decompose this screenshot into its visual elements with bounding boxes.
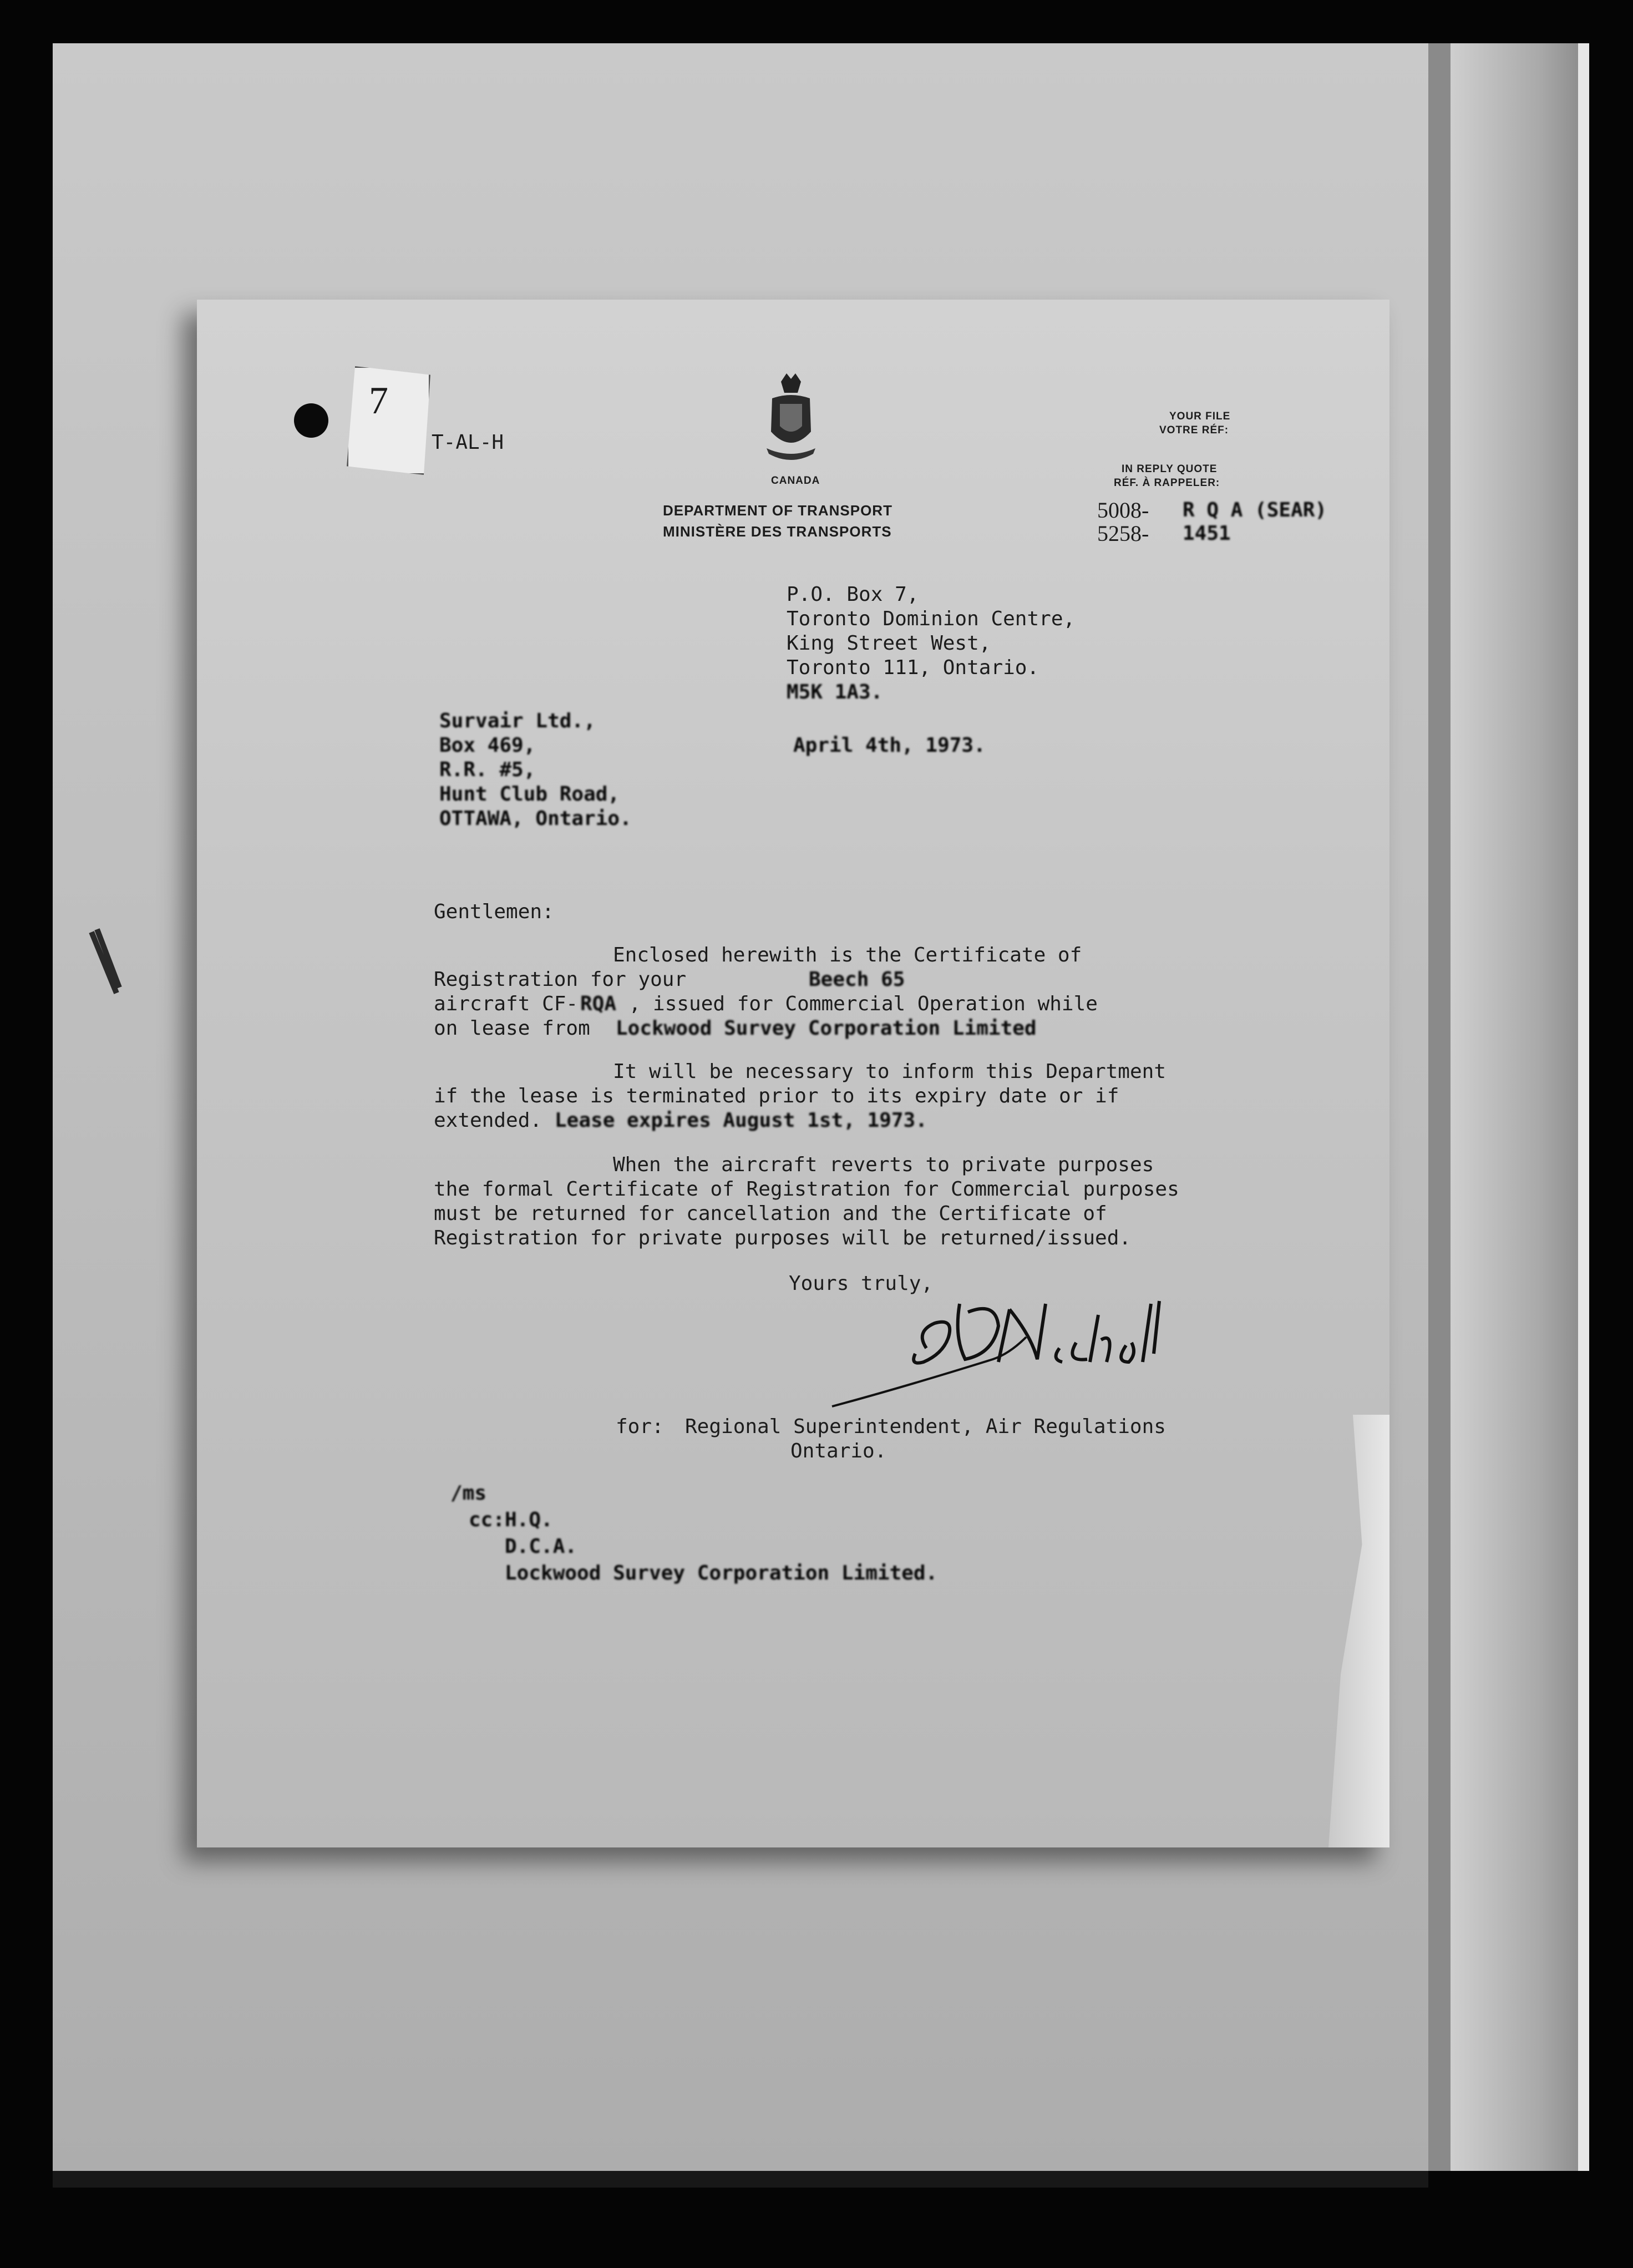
body-line: if the lease is terminated prior to its expiry date or if bbox=[434, 1085, 1119, 1107]
your-file-label-fr: VOTRE RÉF: bbox=[1159, 424, 1229, 436]
body-line: , issued for Commercial Operation while bbox=[617, 993, 1098, 1015]
signature-for-label: for: bbox=[616, 1415, 664, 1438]
body-line: on lease from bbox=[434, 1017, 590, 1040]
sender-address-line: Toronto Dominion Centre, bbox=[787, 608, 1076, 630]
recipient-line: R.R. #5, bbox=[439, 758, 536, 781]
department-name-fr: MINISTÈRE DES TRANSPORTS bbox=[663, 523, 892, 540]
closing: Yours truly, bbox=[789, 1272, 934, 1295]
sender-postal-code: M5K 1A3. bbox=[787, 681, 883, 703]
recipient-line: Survair Ltd., bbox=[439, 710, 596, 732]
your-file-label-en: YOUR FILE bbox=[1169, 411, 1231, 422]
reply-quote-label-fr: RÉF. À RAPPELER: bbox=[1114, 477, 1220, 489]
lessor-fill: Lockwood Survey Corporation Limited bbox=[616, 1017, 1037, 1040]
film-edge-strip bbox=[1451, 43, 1578, 2171]
signatory-region: Ontario. bbox=[790, 1440, 887, 1462]
sender-address-line: Toronto 111, Ontario. bbox=[787, 656, 1039, 679]
lease-expiry-fill: Lease expires August 1st, 1973. bbox=[555, 1109, 927, 1132]
department-name-en: DEPARTMENT OF TRANSPORT bbox=[663, 502, 892, 519]
body-line: must be returned for cancellation and the Certificate of bbox=[434, 1202, 1107, 1225]
crest-caption: CANADA bbox=[771, 475, 820, 487]
staple-tab bbox=[347, 366, 430, 475]
body-line: It will be necessary to inform this Department bbox=[613, 1060, 1166, 1083]
body-line: Registration for your bbox=[434, 968, 687, 991]
salutation: Gentlemen: bbox=[434, 900, 554, 923]
aircraft-type-fill: Beech 65 bbox=[809, 968, 905, 991]
recipient-line: OTTAWA, Ontario. bbox=[439, 807, 632, 830]
film-edge-light bbox=[1578, 43, 1589, 2171]
body-line: Enclosed herewith is the Certificate of bbox=[613, 944, 1082, 966]
reference-2-prefix: 5258- bbox=[1097, 521, 1149, 546]
sender-address-line: P.O. Box 7, bbox=[787, 583, 919, 606]
cc-recipient: H.Q. bbox=[505, 1508, 553, 1531]
recipient-line: Box 469, bbox=[439, 734, 536, 757]
film-smudge-mark bbox=[86, 927, 125, 999]
handwritten-signature bbox=[826, 1270, 1176, 1415]
film-edge-dark bbox=[1428, 43, 1451, 2171]
sender-address-line: King Street West, bbox=[787, 632, 991, 655]
typist-initials: /ms bbox=[450, 1482, 487, 1505]
cc-recipient: D.C.A. bbox=[505, 1535, 577, 1558]
body-line: Registration for private purposes will be returned/issued. bbox=[434, 1227, 1132, 1249]
body-line: aircraft CF- bbox=[434, 993, 579, 1015]
body-line: the formal Certificate of Registration for Commercial purposes bbox=[434, 1178, 1179, 1201]
body-line: extended. bbox=[434, 1109, 542, 1132]
signatory-title: Regional Superintendent, Air Regulations bbox=[685, 1415, 1166, 1438]
file-code: T-AL-H bbox=[432, 431, 504, 454]
punch-hole bbox=[294, 403, 328, 438]
film-bottom-edge bbox=[53, 2171, 1428, 2188]
reference-2-suffix: 1451 bbox=[1183, 522, 1231, 545]
reply-quote-label-en: IN REPLY QUOTE bbox=[1122, 463, 1218, 475]
reference-1-suffix: R Q A (SEAR) bbox=[1183, 499, 1327, 522]
cc-recipient: Lockwood Survey Corporation Limited. bbox=[505, 1562, 938, 1584]
reference-1-prefix: 5008- bbox=[1097, 498, 1149, 523]
canada-coat-of-arms-icon bbox=[764, 371, 818, 476]
aircraft-registration-fill: RQA bbox=[580, 993, 617, 1015]
letter-date: April 4th, 1973. bbox=[793, 734, 986, 757]
cc-label: cc: bbox=[469, 1508, 505, 1531]
recipient-line: Hunt Club Road, bbox=[439, 783, 620, 806]
staple-mark: 7 bbox=[369, 379, 388, 422]
body-line: When the aircraft reverts to private purposes bbox=[613, 1153, 1154, 1176]
